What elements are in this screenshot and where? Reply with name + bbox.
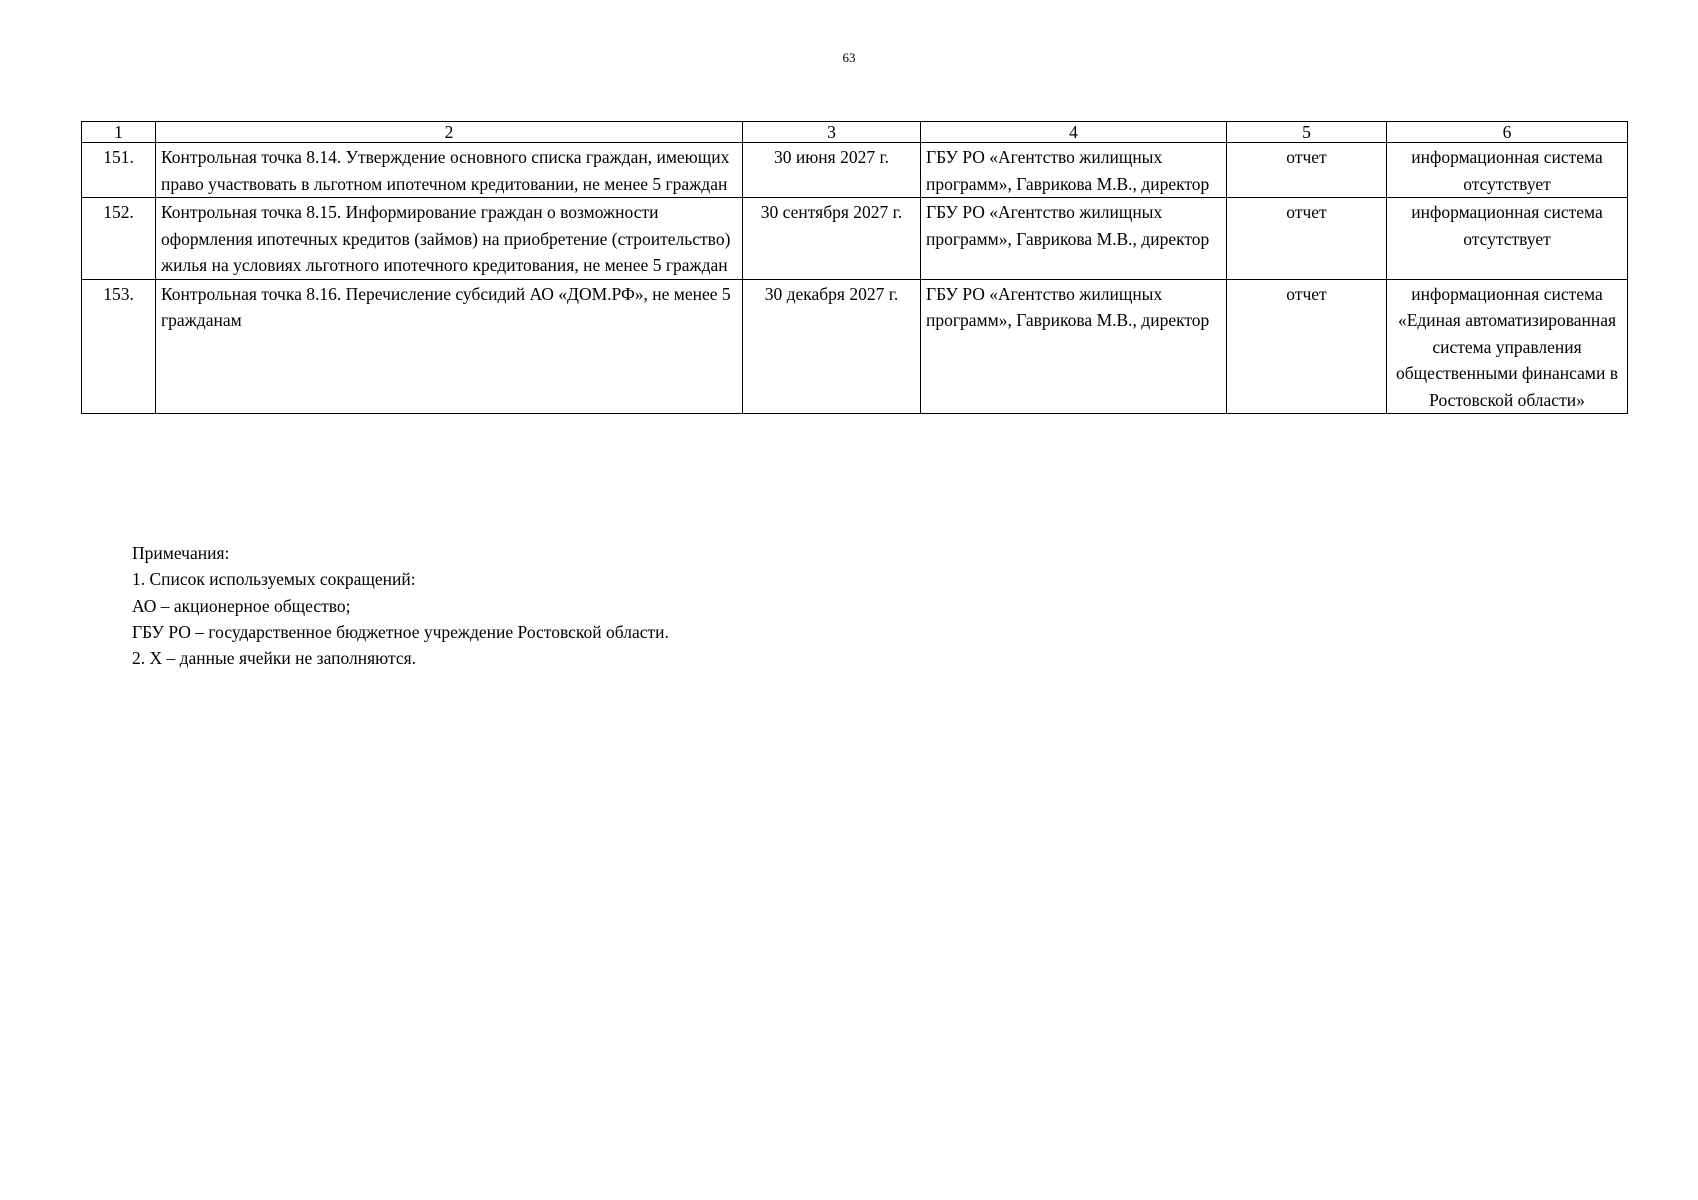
- column-header-3: 3: [743, 122, 921, 143]
- control-point-name: Контрольная точка 8.16. Перечисление субсидий АО «ДОМ.РФ», не менее 5 гражданам: [156, 279, 743, 414]
- control-point-name: Контрольная точка 8.14. Утверждение основного списка граждан, имеющих право участвовать в льготном ипотечном кредитовании, не менее 5 граждан: [156, 143, 743, 198]
- column-header-4: 4: [921, 122, 1227, 143]
- responsible-executor: ГБУ РО «Агентство жилищных программ», Гаврикова М.В., директор: [921, 279, 1227, 414]
- responsible-executor: ГБУ РО «Агентство жилищных программ», Гаврикова М.В., директор: [921, 198, 1227, 280]
- control-point-name: Контрольная точка 8.15. Информирование граждан о возможности оформления ипотечных кредитов (займов) на приобретение (строительство) жилья на условиях льготного ипотечного кредитования, не менее 5 граждан: [156, 198, 743, 280]
- column-header-5: 5: [1227, 122, 1387, 143]
- document-type: отчет: [1227, 198, 1387, 280]
- table-row: [82, 143, 1628, 198]
- column-header-6: 6: [1387, 122, 1628, 143]
- note-line: АО – акционерное общество;: [132, 595, 351, 616]
- note-line: 2. Х – данные ячейки не заполняются.: [132, 648, 417, 669]
- document-type: отчет: [1227, 143, 1387, 198]
- notes-title: Примечания:: [132, 543, 230, 563]
- information-system: информационная система отсутствует: [1387, 198, 1628, 280]
- row-number: 152.: [82, 198, 156, 280]
- table-row: [82, 198, 1628, 280]
- deadline-date: 30 декабря 2027 г.: [743, 279, 921, 414]
- column-header-2: 2: [156, 122, 743, 143]
- row-number: 153.: [82, 279, 156, 414]
- table-row: [82, 279, 1628, 414]
- information-system: информационная система отсутствует: [1387, 143, 1628, 198]
- document-type: отчет: [1227, 279, 1387, 414]
- responsible-executor: ГБУ РО «Агентство жилищных программ», Гаврикова М.В., директор: [921, 143, 1227, 198]
- deadline-date: 30 июня 2027 г.: [743, 143, 921, 198]
- note-line: 1. Список используемых сокращений:: [132, 569, 416, 590]
- column-header-1: 1: [82, 122, 156, 143]
- information-system: информационная система «Единая автоматизированная система управления общественными финансами в Ростовской области»: [1387, 279, 1628, 414]
- notes-section: [132, 540, 1432, 671]
- deadline-date: 30 сентября 2027 г.: [743, 198, 921, 280]
- page-number: 63: [842, 50, 856, 65]
- table-header-row: [82, 122, 1628, 143]
- note-line: ГБУ РО – государственное бюджетное учреждение Ростовской области.: [132, 621, 669, 642]
- control-points-table: [81, 121, 1628, 414]
- row-number: 151.: [82, 143, 156, 198]
